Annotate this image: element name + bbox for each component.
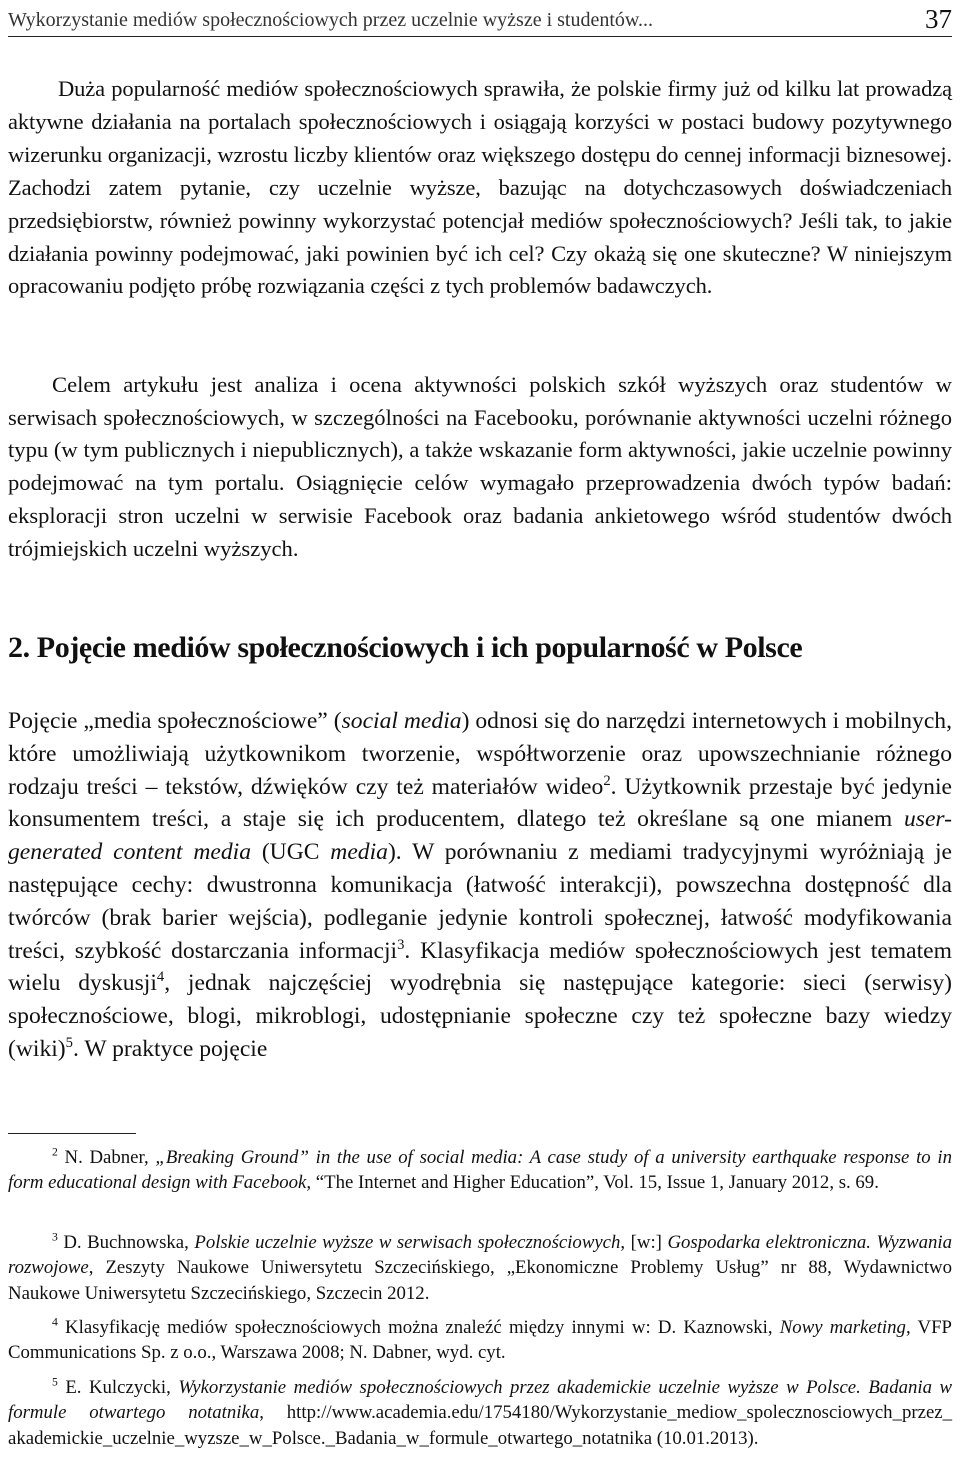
footnote-2 xyxy=(8,1145,952,1196)
footnote-ref-2[interactable]: 2 xyxy=(603,772,611,789)
footnote-5-number: 5 xyxy=(52,1375,58,1389)
definition-text-1: Pojęcie „media społecznościowe” ( xyxy=(8,708,342,734)
section-heading: 2. Pojęcie mediów społecznościowych i ich popularność w Polsce xyxy=(8,631,803,664)
paragraph-intro xyxy=(8,73,952,303)
footnote-2-number: 2 xyxy=(52,1145,58,1159)
footnote-4-title: Nowy marketing xyxy=(779,1317,906,1338)
term-social-media: social media xyxy=(341,708,462,734)
footnote-5-link[interactable]: , http://www.academia.edu/1754180/Wykorzystanie_mediow_spolecznosciowych_przez_ akademickie_uczelnie_wyzsze_w_Polsce._Badania_w_formule_otwartego_notatnika (10.01.2013). xyxy=(8,1402,953,1449)
definition-text-3: . Użytkownik przestaje być jedynie konsumentem treści, a staje się ich producentem, dlatego też określane są one mianem xyxy=(8,773,952,833)
paragraph-aim-text: Celem artykułu jest analiza i ocena aktywności polskich szkół wyższych oraz studentów w serwisach społecznościowych, w szczególności na Facebooku, porównanie aktywności uczelni różnego typu (w tym publicznych i niepublicznych), a także wskazanie form aktywności, jakie uczelnie powinny podejmować na tym portalu. Osiągnięcie celów wymagało przeprowadzenia dwóch typów badań: eksploracji stron uczelni w serwisie Facebook oraz badania ankietowego wśród studentów dwóch trójmiejskich uczelni wyższych. xyxy=(8,372,952,561)
footnote-2-title: „Breaking Ground” in the use of social media: A case study of a university earthquake response to in form educational design with Facebook, xyxy=(8,1147,952,1194)
footnote-4-text-a: Klasyfikację mediów społecznościowych można znaleźć między innymi w: D. Kaznowski, xyxy=(57,1317,780,1338)
footnote-3-book-title: Gospodarka elektroniczna. Wyzwania rozwojowe xyxy=(8,1232,952,1279)
footnote-3 xyxy=(8,1230,952,1306)
running-header xyxy=(8,6,952,37)
definition-text-7: , jednak najczęściej wyodrębnia się następujące kategorie: sieci (serwisy) społecznościowe, blogi, mikroblogi, udostępnianie społeczne czy też społeczne bazy wiedzy (wiki) xyxy=(8,970,952,1062)
footnote-3-text-a: D. Buchnowska, xyxy=(57,1232,195,1253)
footnote-ref-4[interactable]: 4 xyxy=(156,969,165,986)
footnote-3-number: 3 xyxy=(52,1230,58,1244)
paragraph-intro-text: Duża popularność mediów społecznościowych sprawiła, że polskie firmy już od kilku lat prowadzą aktywne działania na portalach społecznościowych i osiągają korzyści w postaci budowy pozytywnego wizerunku organizacji, wzrostu liczby klientów oraz większego dostępu do cennej informacji biznesowej. Zachodzi zatem pytanie, czy uczelnie wyższe, bazując na dotychczasowych doświadczeniach przedsiębiorstw, również powinny wykorzystać potencjał mediów społecznościowych? Jeśli tak, to jakie działania powinny podejmować, jaki powinien być ich cel? Czy okażą się one skuteczne? W niniejszym opracowaniu podjęto próbę rozwiązania części z tych problemów badawczych. xyxy=(8,76,952,299)
term-ugc-media: user-generated content media xyxy=(8,806,952,866)
definition-text-2: ) odnosi się do narzędzi internetowych i mobilnych, które umożliwiają użytkownikom tworzenie, współtworzenie oraz upowszechnianie różnego rodzaju treści – tekstów, dźwięków czy też materiałów wideo xyxy=(8,708,952,800)
footnote-3-title: Polskie uczelnie wyższe w serwisach społecznościowych xyxy=(194,1232,621,1253)
footnote-3-text-c: , Zeszyty Naukowe Uniwersytetu Szczecińskiego, „Ekonomiczne Problemy Usług” nr 88, Wydawnictwo Naukowe Uniwersytetu Szczecińskiego, Szczecin 2012. xyxy=(8,1257,952,1304)
paragraph-aim xyxy=(8,369,952,565)
footnote-2-text-a: N. Dabner, xyxy=(57,1147,156,1168)
definition-text-8: . W praktyce pojęcie xyxy=(72,1035,268,1062)
footnote-4-text-b: , VFP Communications Sp. z o.o., Warszawa 2008; N. Dabner, wyd. cyt. xyxy=(8,1317,952,1364)
footnote-5-title: Wykorzystanie mediów społecznościowych przez akademickie uczelnie wyższe w Polsce. Badania w formule otwartego notatnika xyxy=(8,1377,952,1424)
definition-text-6: . Klasyfikacja mediów społecznościowych jest tematem wielu dyskusji xyxy=(8,937,952,997)
footnote-5-text-a: E. Kulczycki, xyxy=(57,1377,179,1398)
page-number: 37 xyxy=(925,4,952,34)
footnote-2-text-b: “The Internet and Higher Education”, Vol. 15, Issue 1, January 2012, s. 69. xyxy=(311,1172,879,1194)
footnote-3-text-b: , [w:] xyxy=(620,1232,668,1253)
footnote-5 xyxy=(8,1375,952,1451)
term-media: media xyxy=(330,839,388,866)
footnote-4-number: 4 xyxy=(52,1315,58,1329)
paragraph-definition xyxy=(8,705,952,1066)
footnote-ref-5[interactable]: 5 xyxy=(65,1035,73,1052)
running-title: Wykorzystanie mediów społecznościowych przez uczelnie wyższe i studentów... xyxy=(8,9,654,31)
footnote-separator xyxy=(8,1133,136,1134)
definition-text-4: (UGC xyxy=(251,839,331,866)
footnote-4 xyxy=(8,1315,952,1366)
footnote-ref-3[interactable]: 3 xyxy=(397,936,405,953)
definition-text-5: ). W porównaniu z mediami tradycyjnymi wyróżniają je następujące cechy: dwustronna komunikacja (łatwość interakcji), powszechna dostępność dla twórców (brak barier wejścia), podleganie jedynie kontroli społecznej, łatwość modyfikowania treści, szybkość dostarczania informacji xyxy=(8,839,953,964)
